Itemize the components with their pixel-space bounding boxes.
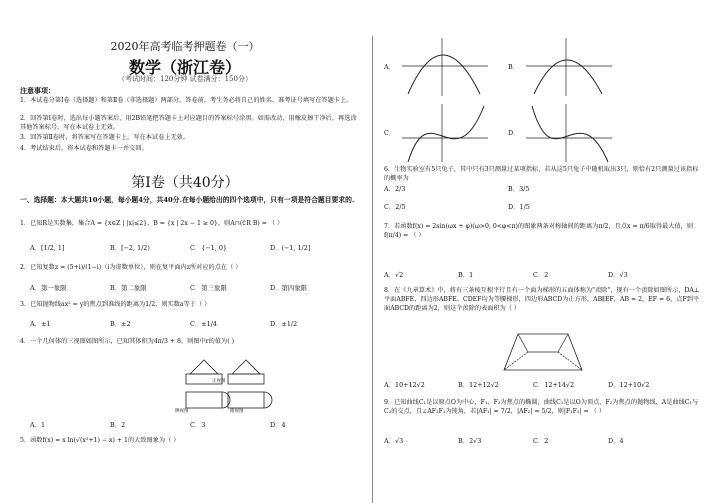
front-view-label: 正视图: [212, 379, 226, 384]
q5-opt-c: C．: [384, 129, 396, 137]
q3-stem: 3．已知抛物线ax² = y的焦点到准线的距离为1/2，则实数a等于（ ）: [20, 301, 211, 308]
note-1: 1．本试卷分第Ⅰ卷（选择题）和第Ⅱ卷（非选择题）两部分。答卷前，考生务必将自己的姓名、准考证号填写在答题卡上。: [20, 97, 353, 104]
q5-graph-b: [524, 36, 614, 98]
q5-opt-d: D．: [508, 129, 520, 137]
q8-figure: [498, 330, 588, 376]
exam-title: 2020年高考临考押题卷（一）: [110, 40, 260, 53]
q2-stem: 2．已知复数z = (5+i)/(1−i)（i为虚数单位），则在复平面内z所对应的点在（ ）: [20, 264, 242, 271]
q3-opt-d: D．±1/2: [270, 320, 298, 328]
column-divider: [372, 36, 373, 503]
note-4: 4．考试结束后，将本试卷和答题卡一并交回。: [20, 145, 148, 152]
q1-opt-c: C．{−1, 0}: [190, 244, 227, 252]
q8-opt-d: D．12+10√2: [608, 381, 650, 389]
q2-opt-d: D．第四象限: [270, 284, 308, 292]
q7-stem: 7．若函数f(x) = 2sin(ωx + φ)(ω>0, 0<φ<π)的图象两条对称轴间的距离为π/2，且点x = π/6取得最大值，则f(π/4) = （ ）: [384, 223, 694, 239]
notes-title: 注意事项：: [20, 86, 55, 95]
q6-opt-b: B．3/5: [508, 185, 530, 193]
q2-opt-a: A．第一象限: [30, 284, 67, 292]
right-column: [378, 0, 711, 503]
q7-opt-c: C．2: [533, 271, 549, 279]
q5-graph-c: [400, 102, 490, 164]
note-2: 2．回答第Ⅰ卷时，选出每小题答案后，用2B铅笔把答题卡上对应题目的答案标号涂黑。如需改动，用橡皮擦干净后，再选涂其他答案标号。写在本试卷上无效。: [20, 115, 357, 131]
q4-opt-b: B．2: [110, 421, 126, 429]
section-heading: 一、选择题：本大题共10小题，每小题4分，共40分.在每小题给出的四个选项中，只有一项是符合题目要求的.: [20, 196, 355, 204]
q3-opt-b: B．±2: [110, 320, 131, 328]
q9-opt-c: C．2: [533, 437, 549, 445]
q4-opt-c: C．3: [190, 421, 206, 429]
q1-opt-b: B．[−2, 1/2): [110, 244, 150, 252]
q4-stem: 4．一个几何体的三视图如图所示，已知其体积为4π/3 + 8，则图中r的值为( ): [20, 338, 235, 345]
q3-opt-a: A．±1: [30, 320, 51, 328]
q4-opt-d: D．4: [270, 421, 286, 429]
top-view-label: 俯视图: [230, 409, 244, 414]
q7-opt-d: D．√3: [608, 271, 628, 279]
q1-opt-d: D．(−1, 1/2]: [270, 244, 311, 252]
note-3: 3．回答第Ⅱ卷时，将答案写在答题卡上。写在本试卷上无效。: [20, 134, 190, 141]
q1-stem: 1．已知R是实数集，集合A = {x∈Z | |x|≤2}，B = {x | 2x − 1 ≥ 0}，则A∩(∁R B) = （ ）: [20, 220, 284, 227]
q6-opt-a: A．2/3: [384, 185, 406, 193]
q8-opt-b: B．12+12√2: [458, 381, 499, 389]
q7-opt-b: B．1: [458, 271, 474, 279]
q9-opt-a: A．√3: [384, 437, 404, 445]
q2-opt-c: C．第三象限: [190, 284, 227, 292]
q5-stem: 5．函数f(x) = x ln(√(x²+1) − x) + 1的大致图象为（ ）: [20, 437, 180, 444]
q6-opt-d: D．1/5: [508, 203, 530, 211]
side-view-label: 侧视图: [175, 409, 189, 414]
q9-stem: 9．已知曲线C₁是以原点O为中心，F₁、F₂为焦点的椭圆，曲线C₂是以O为顶点，F₂为焦点的抛物线，A是曲线C₁与C₂的交点，且∠AF₂F₁为钝角，若|AF₁| = 7/2，|AF₂| = 5/2，则|F₁F₂| = （ ）: [384, 399, 699, 415]
q1-opt-a: A．[1/2, 1]: [30, 244, 65, 252]
q8-opt-a: A．10+12√2: [384, 381, 425, 389]
q4-opt-a: A．1: [30, 421, 46, 429]
q5-graph-d: [524, 102, 614, 164]
q3-opt-c: C．±1/4: [190, 320, 217, 328]
q9-opt-d: D．4: [608, 437, 624, 445]
top-view: [186, 392, 272, 408]
q9-opt-b: B．2√3: [458, 437, 482, 445]
q7-opt-a: A．√2: [384, 271, 404, 279]
q8-opt-c: C．12+14√2: [533, 381, 575, 389]
q6-stem: 6．生物实验室有5只兔子，其中只有3只测量过某项指标，若从这5只兔子中随机取出3只，则恰有2只测量过该指标的概率为: [384, 166, 699, 182]
side-view: [228, 360, 264, 384]
q6-opt-c: C．2/5: [384, 203, 406, 211]
q5-opt-b: B．: [508, 63, 520, 71]
q5-opt-a: A．: [384, 63, 396, 71]
subject-title: 数学（浙江卷）: [128, 58, 241, 77]
q8-stem: 8．在《九章算术》中，将有三条棱互相平行且有一个面为梯形的五面体称为"羡除"，现有一个羡除如图所示，DA⊥平面ABFE，四边形ABFE、CDEF均为等腰梯形，四边形ABCD为正方形，AB∥EF，AB = 2，EF = 6，点F到平面ABCD的距离为2，则这个羡除的表面积为（ ）: [384, 287, 700, 312]
part-title: 第Ⅰ卷（共40分）: [131, 175, 239, 191]
q2-opt-b: B．第二象限: [110, 284, 147, 292]
exam-meta: （考试时间：120分钟 试卷满分：150分）: [118, 75, 252, 83]
q5-graph-a: [400, 36, 490, 98]
